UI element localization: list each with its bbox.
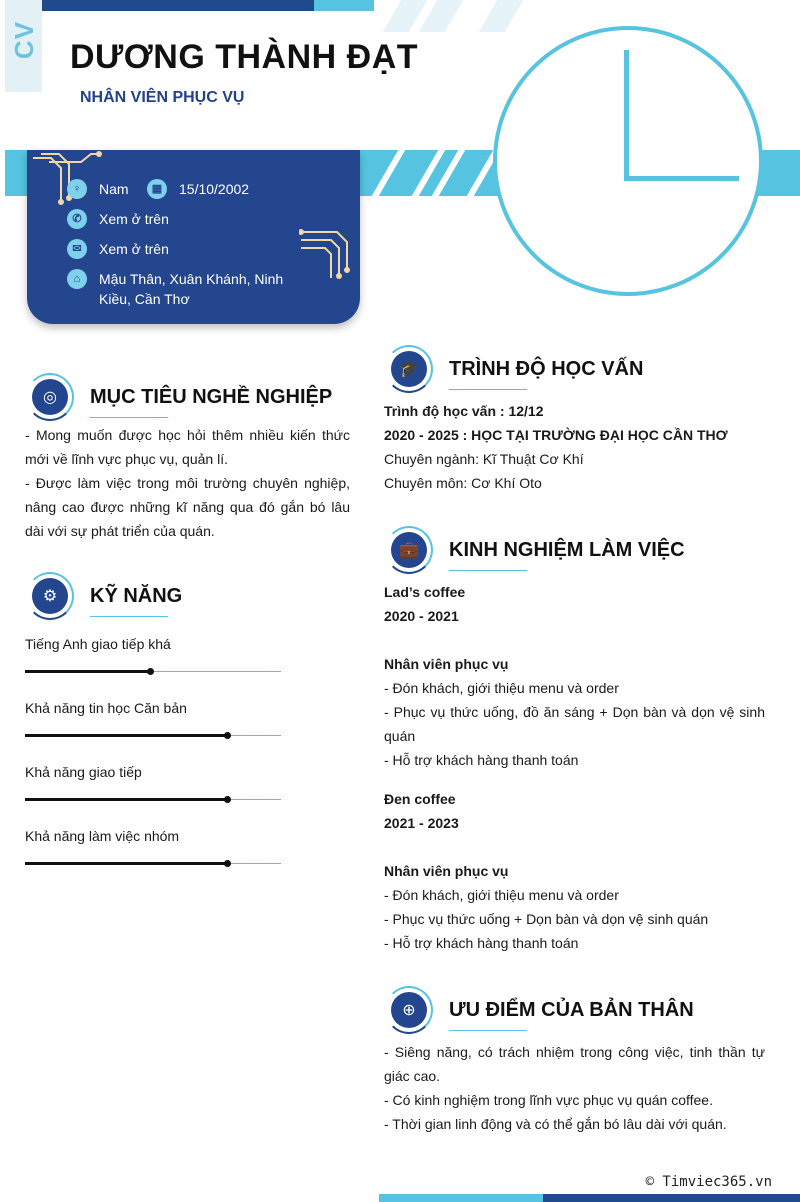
gender-row bbox=[67, 179, 129, 199]
skill-label: Khả năng tin học Căn bản bbox=[25, 700, 187, 716]
email-value: Xem ở trên bbox=[99, 241, 169, 257]
candidate-name: DƯƠNG THÀNH ĐẠT bbox=[70, 38, 419, 76]
experience-job-2: Đen coffee 2021 - 2023 Nhân viên phục vụ - Đón khách, giới thiệu menu và order - Phục vụ thức uống + Dọn bàn và dọn vệ sinh quán - Hỗ trợ khách hàng thanh toán bbox=[384, 791, 709, 951]
gender-value: Nam bbox=[99, 181, 129, 197]
circuit-decor-icon bbox=[299, 228, 359, 284]
top-accent-bar-light bbox=[314, 0, 374, 11]
email-icon: ✉ bbox=[67, 239, 87, 259]
strengths-text: - Siêng năng, có trách nhiệm trong công việc, tinh thần tự giác cao. - Có kinh nghiệm trong lĩnh vực phục vụ quán coffee. - Thời gian linh động và có thể gắn bó lâu dài với quán. bbox=[384, 1044, 765, 1132]
graduation-cap-icon: 🎓 bbox=[385, 345, 433, 393]
objective-header bbox=[26, 373, 332, 421]
cv-badge: CV bbox=[8, 20, 39, 60]
experience-header bbox=[385, 526, 685, 574]
footer-credit: © Timviec365.vn bbox=[645, 1174, 772, 1190]
target-icon: ◎ bbox=[26, 373, 74, 421]
skills-icon: ⚙ bbox=[26, 572, 74, 620]
education-title: TRÌNH ĐỘ HỌC VẤN bbox=[449, 357, 644, 380]
top-accent-bar bbox=[42, 0, 314, 11]
skill-bar bbox=[25, 799, 281, 800]
skill-bar bbox=[25, 863, 281, 864]
decor-line bbox=[624, 50, 629, 180]
strengths-header bbox=[385, 986, 694, 1034]
email-row bbox=[67, 239, 169, 259]
skill-bar bbox=[25, 735, 281, 736]
experience-title: KINH NGHIỆM LÀM VIỆC bbox=[449, 538, 685, 561]
address-row bbox=[67, 269, 283, 309]
phone-icon: ✆ bbox=[67, 209, 87, 229]
decor-line bbox=[624, 176, 739, 181]
briefcase-icon: 💼 bbox=[385, 526, 433, 574]
skills-title: KỸ NĂNG bbox=[90, 584, 183, 607]
dob-value: 15/10/2002 bbox=[179, 181, 250, 197]
candidate-position: NHÂN VIÊN PHỤC VỤ bbox=[80, 89, 245, 106]
skill-bar bbox=[25, 671, 281, 672]
home-icon: ⌂ bbox=[67, 269, 87, 289]
skill-label: Tiếng Anh giao tiếp khá bbox=[25, 636, 171, 652]
plus-icon: ⊕ bbox=[385, 986, 433, 1034]
skills-header bbox=[26, 572, 182, 620]
decor-stripe bbox=[419, 0, 463, 32]
education-header bbox=[385, 345, 643, 393]
objective-text: - Mong muốn được học hỏi thêm nhiều kiến thức mới về lĩnh vực phục vụ, quản lí. - Được làm việc trong môi trường chuyên nghiệp, nâng cao được những kĩ năng qua đó gắn bó lâu dài với sự phát triển của quán. bbox=[25, 427, 350, 539]
phone-row bbox=[67, 209, 169, 229]
decor-stripe bbox=[479, 0, 523, 32]
address-value: Mậu Thân, Xuân Khánh, Ninh Kiều, Cần Thơ bbox=[99, 271, 284, 307]
experience-job-1: Lad’s coffee 2020 - 2021 Nhân viên phục vụ - Đón khách, giới thiệu menu và order - Phục vụ thức uống, đồ ăn sáng + Dọn bàn và dọn vệ sinh quán - Hỗ trợ khách hàng thanh toán bbox=[384, 584, 765, 768]
education-text: Trình độ học vấn : 12/12 2020 - 2025 : HỌC TẠI TRƯỜNG ĐẠI HỌC CẦN THƠ Chuyên ngành: Kĩ Thuật Cơ Khí Chuyên môn: Cơ Khí Oto bbox=[384, 403, 728, 491]
calendar-icon: ▦ bbox=[147, 179, 167, 199]
objective-title: MỤC TIÊU NGHỀ NGHIỆP bbox=[90, 385, 333, 408]
contact-card bbox=[27, 150, 360, 324]
strengths-title: ƯU ĐIỂM CỦA BẢN THÂN bbox=[449, 998, 694, 1021]
phone-value: Xem ở trên bbox=[99, 211, 169, 227]
bottom-accent-bar-light bbox=[379, 1194, 543, 1202]
bottom-accent-bar bbox=[543, 1194, 800, 1202]
gender-icon: ♀ bbox=[67, 179, 87, 199]
skill-label: Khả năng làm việc nhóm bbox=[25, 828, 180, 844]
dob-row bbox=[147, 179, 249, 199]
skill-label: Khả năng giao tiếp bbox=[25, 764, 142, 780]
